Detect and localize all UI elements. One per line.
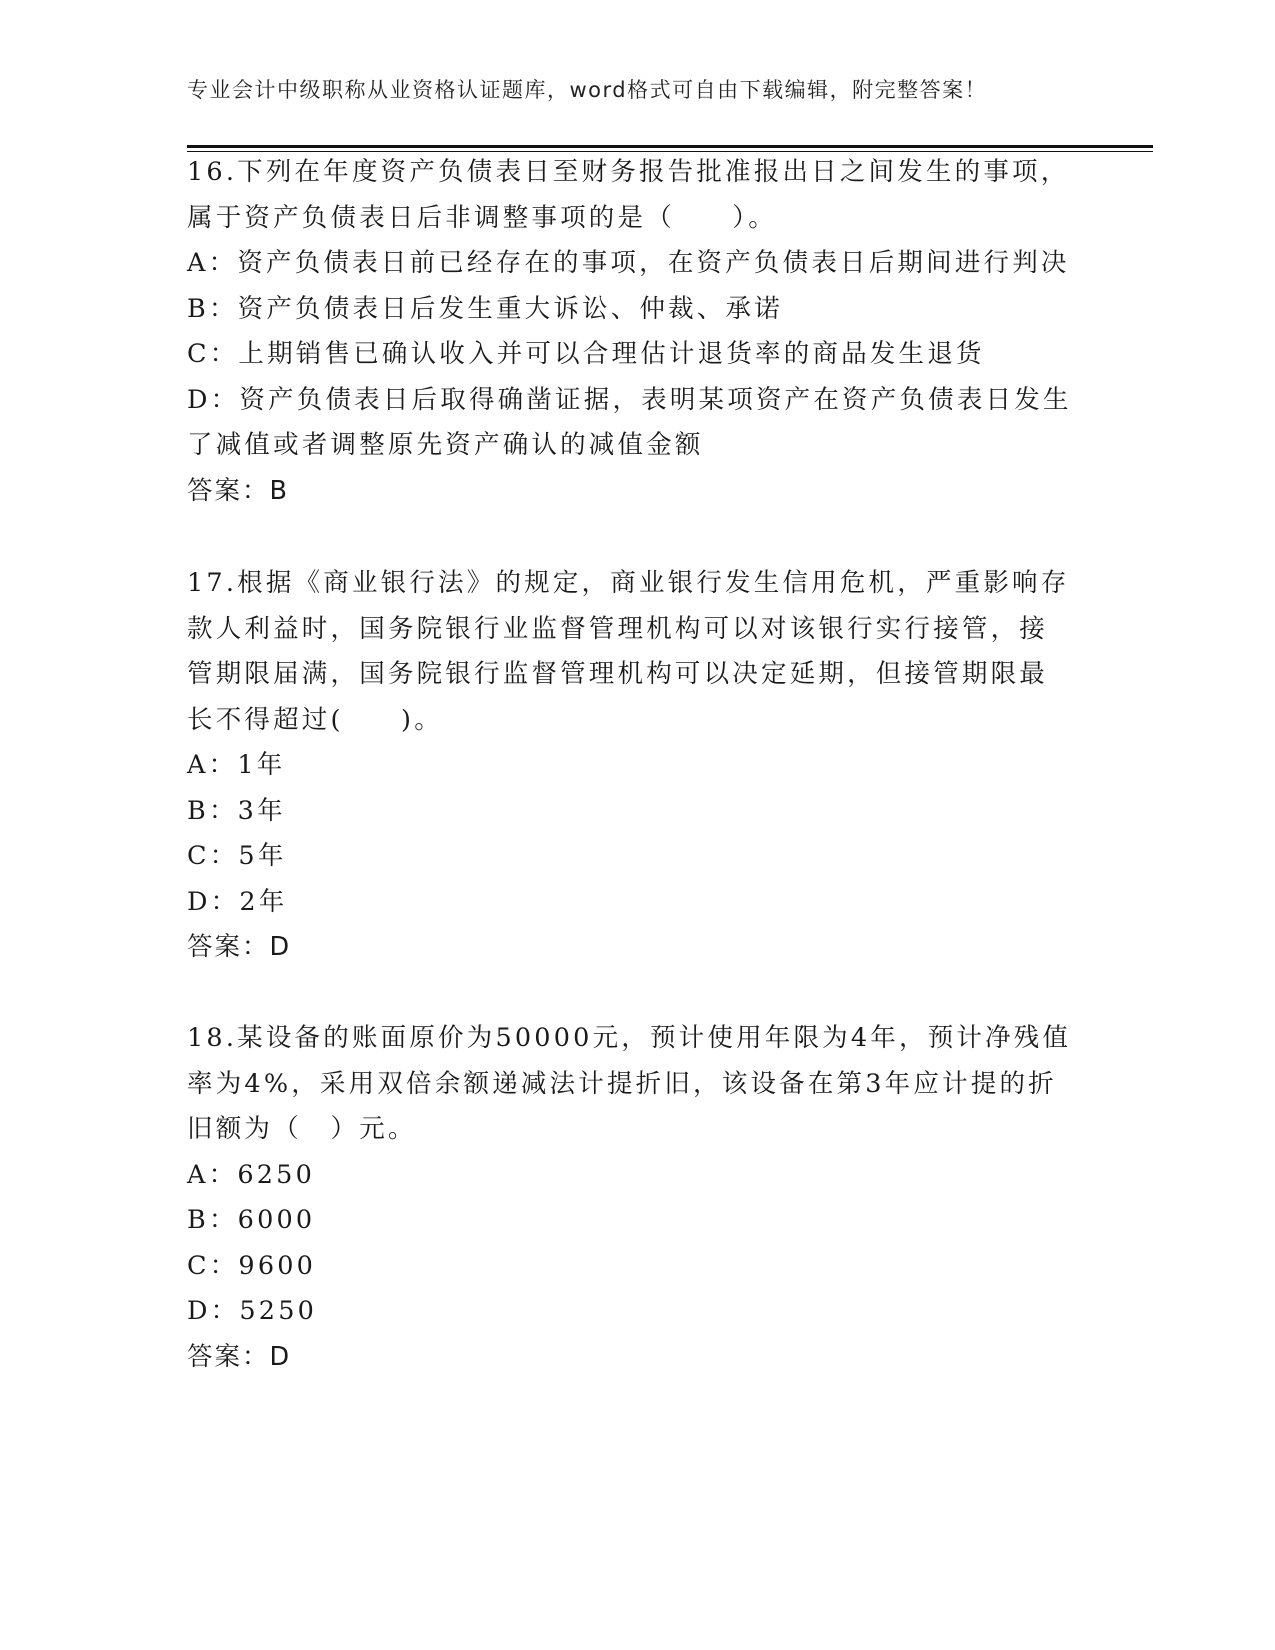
question-stem-line: 18.某设备的账面原价为50000元，预计使用年限为4年，预计净残值 bbox=[187, 1023, 1072, 1053]
option-b: B：资产负债表日后发生重大诉讼、仲裁、承诺 bbox=[187, 293, 783, 324]
question-16 bbox=[187, 150, 1087, 514]
option-c: C：9600 bbox=[187, 1250, 317, 1281]
option-d-continued: 了减值或者调整原先资产确认的减值金额 bbox=[187, 430, 704, 460]
answer: 答案：B bbox=[187, 475, 289, 506]
question-17 bbox=[187, 561, 1087, 971]
option-a: A：6250 bbox=[187, 1159, 316, 1190]
question-stem-line: 款人利益时，国务院银行业监督管理机构可以对该银行实行接管，接 bbox=[187, 613, 1049, 644]
question-stem-line: 16.下列在年度资产负债表日至财务报告批准报出日之间发生的事项， bbox=[187, 157, 1070, 187]
option-d: D：资产负债表日后取得确凿证据，表明某项资产在资产负债表日发生 bbox=[187, 384, 1072, 415]
option-b: B：6000 bbox=[187, 1205, 316, 1235]
option-a: A：资产负债表日前已经存在的事项，在资产负债表日后期间进行判决 bbox=[187, 248, 1070, 278]
question-stem-line: 长不得超过( )。 bbox=[187, 704, 443, 735]
answer: 答案：D bbox=[187, 1341, 292, 1372]
question-18 bbox=[187, 1016, 1087, 1380]
option-a: A：1年 bbox=[187, 750, 286, 780]
option-c: C：5年 bbox=[187, 841, 287, 871]
answer: 答案：D bbox=[187, 932, 292, 962]
question-stem-line: 管期限届满，国务院银行监督管理机构可以决定延期，但接管期限最 bbox=[187, 659, 1049, 689]
question-stem-line: 率为4%，采用双倍余额递减法计提折旧，该设备在第3年应计提的折 bbox=[187, 1068, 1057, 1099]
question-stem-line: 属于资产负债表日后非调整事项的是（ ）。 bbox=[187, 202, 777, 233]
option-c: C：上期销售已确认收入并可以合理估计退货率的商品发生退货 bbox=[187, 339, 985, 369]
page-header: 专业会计中级职称从业资格认证题库，word格式可自由下载编辑，附完整答案！ bbox=[187, 78, 988, 102]
question-stem-line: 17.根据《商业银行法》的规定，商业银行发生信用危机，严重影响存 bbox=[187, 568, 1070, 598]
header-rule-thick bbox=[187, 145, 1153, 148]
option-b: B：3年 bbox=[187, 795, 286, 826]
option-d: D：5250 bbox=[187, 1296, 318, 1326]
option-d: D：2年 bbox=[187, 886, 288, 917]
question-stem-line: 旧额为（ ）元。 bbox=[187, 1114, 417, 1144]
